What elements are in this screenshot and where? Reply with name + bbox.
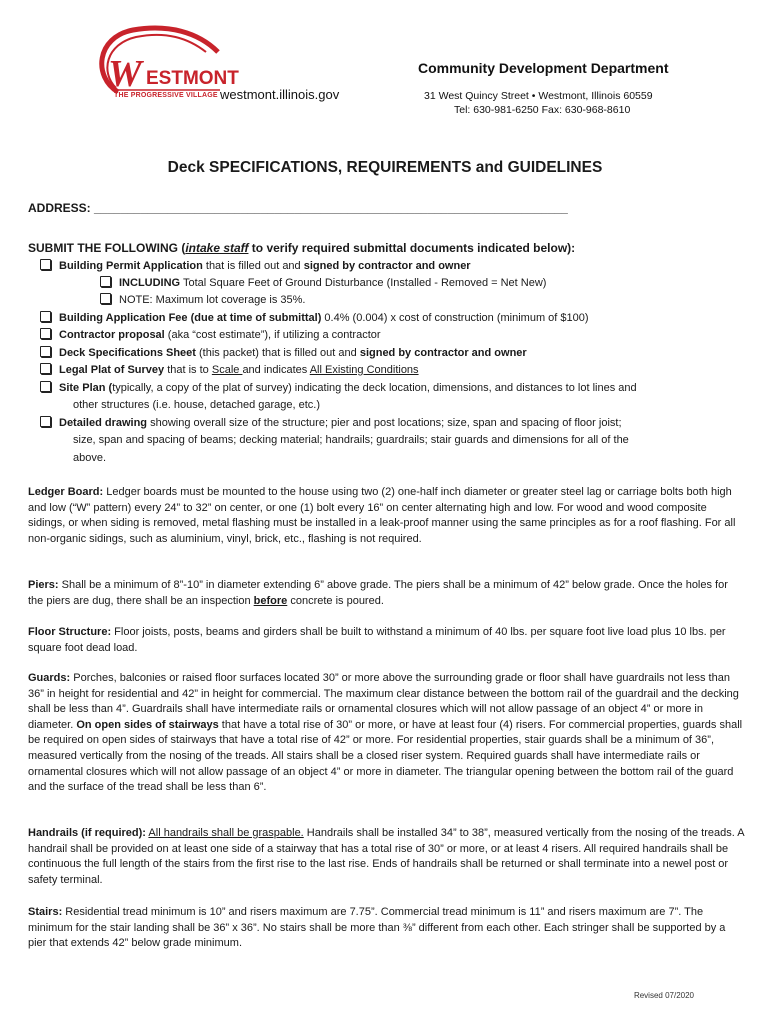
checklist-item-site-plan (40, 380, 637, 398)
logo-tagline: THE PROGRESSIVE VILLAGE (114, 92, 218, 99)
section-text: Residential tread minimum is 10” and risers maximum are 7.75”. Commercial tread minimum is 11” and risers maximum are 7”. The minimum for the stair landing shall be 36” x 36”. No stairs shall be more than ⅜” different from each other. Each stringer shall be supported by a pier that extends 42” below grade minimum. (28, 906, 726, 950)
page-title: Deck SPECIFICATIONS, REQUIREMENTS and GUIDELINES (167, 159, 603, 176)
checklist-item-drawing (40, 415, 622, 433)
section-text: Porches, balconies or raised floor surfaces located 30” or more above the surrounding grade or floor shall have guardrails not less than 36” in height for residential and 42” in height for commercial. The maximum clear distance between the bottom rail of the guardrail and the decking shall be less than 4”. Guardrails shall have intermediate rails or ornamental closures which will not allow passage of an object 4” or more in diameter. (28, 672, 739, 731)
item-text: typically, a copy of the plat of survey) indicating the deck location, dimensions, and distances to lot lines and (112, 382, 637, 394)
item-text: (this packet) that is filled out and (195, 347, 360, 359)
guards-section (28, 671, 744, 796)
stairs-section (28, 905, 744, 952)
checkbox-icon[interactable] (40, 259, 51, 270)
section-text: Shall be a minimum of 8”-10” in diameter extending 6” above grade. The piers shall be a minimum of 42” below grade. Once the holes for the piers are dug, there shall be an inspection (28, 579, 728, 607)
item-text: Total Square Feet of Ground Disturbance (Installed - Removed = Net New) (180, 277, 547, 289)
site-plan-continuation: other structures (i.e. house, detached garage, etc.) (73, 399, 321, 411)
checkbox-icon[interactable] (40, 346, 51, 357)
item-text: that is to (164, 364, 212, 376)
svg-text:ESTMONT: ESTMONT (146, 68, 239, 89)
item-label: Contractor proposal (59, 329, 165, 341)
section-emphasis: before (253, 594, 288, 607)
item-text: (aka “cost estimate”), if utilizing a contractor (164, 329, 381, 341)
department-name: Community Development Department (418, 60, 669, 76)
checkbox-icon[interactable] (40, 363, 51, 374)
checkbox-icon[interactable] (40, 328, 51, 339)
handrails-section (28, 826, 744, 888)
item-label: Building Application Fee (due at time of submittal) (59, 312, 322, 324)
floor-structure-section (28, 625, 744, 656)
checklist-item-proposal (40, 327, 381, 345)
drawing-continuation: size, span and spacing of beams; decking material; handrails; guardrails; stair guards and dimensions for all of the (73, 434, 629, 446)
checklist-item-plat (40, 362, 419, 380)
drawing-continuation: above. (73, 452, 107, 464)
section-text: concrete is poured. (287, 594, 384, 607)
checklist-item-including (100, 275, 546, 293)
item-text-underline: Scale (211, 364, 243, 376)
item-label: signed by contractor and owner (359, 347, 527, 359)
item-text: NOTE: Maximum lot coverage is 35%. (119, 294, 306, 306)
checklist-item-note (100, 292, 305, 310)
item-label: Site Plan ( (59, 382, 113, 394)
submit-prefix: SUBMIT THE FOLLOWING ( (28, 241, 186, 255)
item-text: showing overall size of the structure; pier and post locations; size, span and spacing of floor joist; (147, 417, 622, 429)
section-emphasis: All handrails shall be graspable. (148, 827, 304, 839)
checkbox-icon[interactable] (40, 416, 51, 427)
section-label: Guards: (28, 672, 71, 684)
item-text: 0.4% (0.004) x cost of construction (minimum of $100) (321, 312, 589, 324)
item-text-underline: All Existing Conditions (309, 364, 419, 376)
ledger-board-section (28, 485, 744, 547)
item-label: INCLUDING (119, 277, 181, 289)
item-text: and indicates (242, 364, 310, 376)
submit-heading (28, 241, 575, 255)
section-label: Handrails (if required): (28, 827, 146, 839)
checkbox-icon[interactable] (40, 381, 51, 392)
checkbox-icon[interactable] (40, 311, 51, 322)
item-label: signed by contractor and owner (303, 260, 471, 272)
revision-date: Revised 07/2020 (633, 991, 694, 1000)
checklist-item-specs (40, 345, 527, 363)
item-text: that is filled out and (202, 260, 304, 272)
section-label: Floor Structure: (28, 626, 112, 638)
checkbox-icon[interactable] (100, 276, 111, 287)
checklist-item-permit (40, 258, 471, 276)
submit-emphasis: intake staff (185, 241, 249, 255)
website-link[interactable]: westmont.illinois.gov (220, 87, 340, 102)
item-label: Building Permit Application (59, 260, 203, 272)
department-contact: Tel: 630-981-6250 Fax: 630-968-8610 (454, 104, 631, 116)
department-address: 31 West Quincy Street • Westmont, Illinois 60559 (424, 90, 653, 102)
checklist-item-fee (40, 310, 589, 328)
checkbox-icon[interactable] (100, 293, 111, 304)
section-text: Handrails shall be installed 34” to 38”, measured vertically from the nosing of the treads. A handrail shall be provided on at least one side of a stairway that has a total rise of 30” or more, or at least 4 risers. All required handrails shall be continuous the full length of the stairs from the first rise to the last rise. Ends of handrails shall be returned or shall terminate into a newel post or safety terminal. (28, 827, 744, 886)
section-emphasis: On open sides of stairways (76, 718, 219, 731)
section-text: that have a total rise of 30” or more, or have at least four (4) risers. For commercial properties, guards shall be required on open sides of stairways that have a total rise of 42” or more. For residential properties, stair guards shall be a minimum of 36”, measured vertically from the nosing of the treads. All stairs shall be a closed riser system. Required guards shall have intermediate rails or ornamental closures which will not allow passage of an object 4” or more in diameter. The triangular opening between the bottom rail of the guard and the surface of the tread shall be less than 6”. (28, 718, 743, 794)
item-label: Legal Plat of Survey (59, 364, 165, 376)
section-text: Ledger boards must be mounted to the house using two (2) one-half inch diameter or greater steel lag or carriage bolts both high and low (“W” pattern) every 24” to 32” on center, or one (1) bolt every 16” on center alternating high and low. For wood and wood composite sidings, or when siding is removed, metal flashing must be installed in a leak-proof manner using the same principles as for a roof flashing. For all non-organic sidings, such as aluminium, vinyl, brick, etc., flashing is not required. (28, 486, 736, 545)
submit-suffix: to verify required submittal documents indicated below): (248, 241, 576, 255)
address-field[interactable]: ADDRESS: _______________________________________________________________________ (28, 201, 568, 215)
svg-text:W: W (108, 53, 142, 95)
section-label: Stairs: (28, 906, 63, 918)
section-label: Ledger Board: (28, 486, 104, 498)
piers-section (28, 578, 744, 609)
section-label: Piers: (28, 579, 59, 591)
item-label: Detailed drawing (59, 417, 148, 429)
item-label: Deck Specifications Sheet (59, 347, 196, 359)
section-text: Floor joists, posts, beams and girders shall be built to withstand a minimum of 40 lbs. per square foot live load plus 10 lbs. per square foot dead load. (28, 626, 726, 654)
